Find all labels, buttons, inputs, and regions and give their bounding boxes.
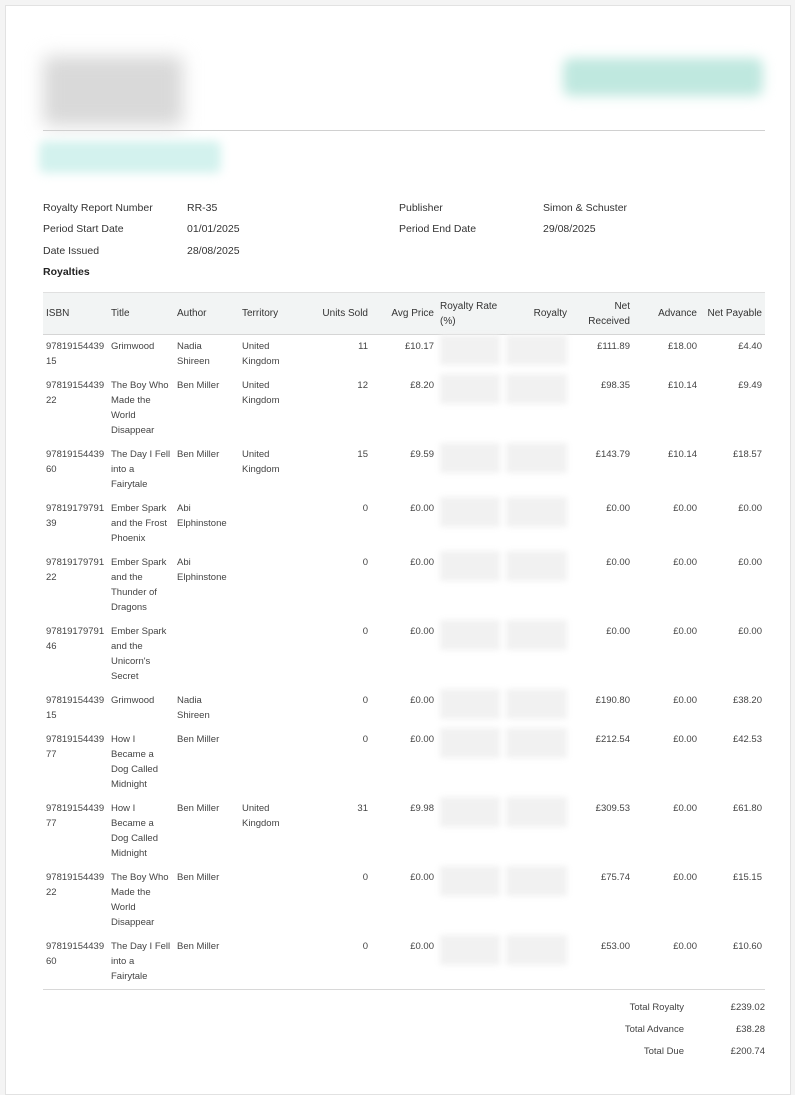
author-cell: Ben Miller xyxy=(177,449,220,460)
royalty-rate-cell-redacted xyxy=(437,620,503,689)
isbn-cell: 9781915443915 xyxy=(46,341,105,367)
royalty-rate-cell-redacted xyxy=(437,935,503,990)
author-cell: Ben Miller xyxy=(177,803,220,814)
avg-price-cell: £0.00 xyxy=(371,935,437,990)
net-payable-cell: £38.20 xyxy=(732,695,762,706)
col-net-payable: Net Payable xyxy=(700,293,765,335)
advance-cell: £0.00 xyxy=(673,626,697,637)
advance-cell: £0.00 xyxy=(673,557,697,568)
author-cell: Ben Miller xyxy=(177,872,220,883)
royalty-rate-cell-redacted xyxy=(437,797,503,866)
net-payable-cell: £10.60 xyxy=(700,935,765,990)
royalty-cell-redacted xyxy=(503,620,570,689)
publisher-label: Publisher xyxy=(399,202,443,214)
advance-cell: £10.14 xyxy=(667,449,697,460)
net-payable-cell: £9.49 xyxy=(738,380,762,391)
royalty-cell-redacted xyxy=(503,551,570,620)
advance-cell: £0.00 xyxy=(673,734,697,745)
territory-cell: United Kingdom xyxy=(242,803,280,829)
units-cell: 11 xyxy=(358,341,368,352)
col-royalty: Royalty xyxy=(503,293,570,335)
table-header-row xyxy=(43,293,765,335)
territory-cell xyxy=(239,866,305,935)
territory-cell xyxy=(239,728,305,797)
net-received-cell: £212.54 xyxy=(595,734,630,745)
table-row xyxy=(43,551,765,620)
isbn-cell: 9781915443922 xyxy=(46,872,105,898)
total-royalty-label: Total Royalty xyxy=(629,1001,684,1013)
author-cell: Nadia Shireen xyxy=(177,341,210,367)
territory-cell xyxy=(239,689,305,728)
avg-price-cell: £0.00 xyxy=(410,734,434,745)
units-cell: 0 xyxy=(362,557,368,568)
col-title: Title xyxy=(108,293,174,335)
royalty-cell-redacted xyxy=(503,374,570,443)
units-cell: 0 xyxy=(362,503,368,514)
isbn-cell: 9781917979139 xyxy=(46,503,105,529)
avg-price-cell: £9.59 xyxy=(410,449,434,460)
title-cell: The Day I Fell into a Fairytale xyxy=(111,449,171,490)
avg-price-cell: £0.00 xyxy=(410,626,434,637)
royalty-report-page xyxy=(5,5,791,1095)
author-cell xyxy=(174,620,239,689)
title-cell: Grimwood xyxy=(111,341,155,352)
net-received-cell: £143.79 xyxy=(595,449,630,460)
territory-cell xyxy=(239,620,305,689)
advance-cell: £0.00 xyxy=(673,803,697,814)
table-row xyxy=(43,866,765,935)
avg-price-cell: £0.00 xyxy=(410,557,434,568)
redaction-blur xyxy=(506,620,567,650)
table-row xyxy=(43,374,765,443)
redaction-blur xyxy=(506,443,567,473)
net-received-cell: £309.53 xyxy=(595,803,630,814)
royalty-rate-cell-redacted xyxy=(437,443,503,497)
avg-price-cell: £8.20 xyxy=(410,380,434,391)
totals-block xyxy=(566,996,765,1062)
avg-price-cell: £0.00 xyxy=(410,503,434,514)
author-cell: Ben Miller xyxy=(177,380,220,391)
net-payable-cell: £4.40 xyxy=(738,341,762,352)
redaction-blur xyxy=(440,797,500,827)
table-row xyxy=(43,335,765,375)
royalty-cell-redacted xyxy=(503,728,570,797)
royalty-cell-redacted xyxy=(503,866,570,935)
col-avg-price: Avg Price xyxy=(371,293,437,335)
net-received-cell: £0.00 xyxy=(606,503,630,514)
period-end-value: 29/08/2025 xyxy=(543,223,596,235)
isbn-cell: 9781915443977 xyxy=(46,803,105,829)
redaction-blur xyxy=(506,797,567,827)
table-row xyxy=(43,797,765,866)
royalty-cell-redacted xyxy=(503,497,570,551)
royalty-rate-cell-redacted xyxy=(437,689,503,728)
net-payable-cell: £0.00 xyxy=(738,503,762,514)
units-cell: 15 xyxy=(357,449,368,460)
redaction-blur xyxy=(506,866,567,896)
territory-cell: United Kingdom xyxy=(242,380,280,406)
table-row xyxy=(43,689,765,728)
redaction-blur xyxy=(506,497,567,527)
isbn-cell: 9781917979146 xyxy=(46,626,105,652)
avg-price-cell: £9.98 xyxy=(410,803,434,814)
royalty-cell-redacted xyxy=(503,689,570,728)
redaction-blur xyxy=(506,689,567,719)
title-cell: Ember Spark and the Unicorn's Secret xyxy=(111,626,167,682)
col-advance: Advance xyxy=(633,293,700,335)
net-received-cell: £190.80 xyxy=(595,695,630,706)
title-cell: Ember Spark and the Frost Phoenix xyxy=(111,503,167,544)
redaction-blur xyxy=(440,335,500,365)
royalties-table xyxy=(43,292,765,990)
redaction-blur xyxy=(440,866,500,896)
royalty-cell-redacted xyxy=(503,797,570,866)
col-territory: Territory xyxy=(239,293,305,335)
avg-price-cell: £0.00 xyxy=(410,872,434,883)
net-received-cell: £0.00 xyxy=(606,557,630,568)
units-cell: 0 xyxy=(305,935,371,990)
net-received-cell: £0.00 xyxy=(606,626,630,637)
title-cell: The Boy Who Made the World Disappear xyxy=(111,872,169,928)
total-advance-value: £38.28 xyxy=(735,1023,765,1035)
redaction-blur xyxy=(506,374,567,404)
period-end-label: Period End Date xyxy=(399,223,477,235)
net-payable-cell: £0.00 xyxy=(738,626,762,637)
units-cell: 0 xyxy=(362,626,368,637)
author-cell: Abi Elphinstone xyxy=(177,557,227,583)
redaction-blur xyxy=(506,551,567,581)
table-section xyxy=(43,6,765,1062)
col-units-sold: Units Sold xyxy=(305,293,371,335)
total-royalty-value: £239.02 xyxy=(730,1001,765,1013)
net-payable-cell: £61.80 xyxy=(732,803,762,814)
col-net-received: Net Received xyxy=(570,293,633,335)
royalty-rate-cell-redacted xyxy=(437,551,503,620)
royalty-cell-redacted xyxy=(503,935,570,990)
col-isbn: ISBN xyxy=(43,293,108,335)
report-number-label: Royalty Report Number xyxy=(43,202,153,214)
section-title: Royalties xyxy=(43,266,90,278)
redaction-blur xyxy=(440,620,500,650)
avg-price-cell: £0.00 xyxy=(410,695,434,706)
isbn-cell: 9781917979122 xyxy=(46,557,105,583)
total-advance-label: Total Advance xyxy=(624,1023,684,1035)
units-cell: 0 xyxy=(362,872,368,883)
advance-cell: £0.00 xyxy=(673,503,697,514)
territory-cell xyxy=(239,497,305,551)
table-row xyxy=(43,728,765,797)
net-received-cell: £75.74 xyxy=(600,872,630,883)
isbn-cell: 9781915443960 xyxy=(43,935,108,990)
redaction-blur xyxy=(440,443,500,473)
net-received-cell: £53.00 xyxy=(570,935,633,990)
units-cell: 12 xyxy=(357,380,368,391)
isbn-cell: 9781915443922 xyxy=(46,380,105,406)
net-payable-cell: £15.15 xyxy=(732,872,762,883)
redaction-blur xyxy=(506,728,567,758)
author-cell: Ben Miller xyxy=(174,935,239,990)
total-due-label: Total Due xyxy=(643,1045,684,1057)
table-row xyxy=(43,497,765,551)
net-payable-cell: £42.53 xyxy=(732,734,762,745)
author-cell: Nadia Shireen xyxy=(177,695,210,721)
title-cell: The Boy Who Made the World Disappear xyxy=(111,380,169,436)
redaction-blur xyxy=(440,497,500,527)
royalty-rate-cell-redacted xyxy=(437,728,503,797)
redaction-blur xyxy=(506,935,567,965)
author-cell: Ben Miller xyxy=(177,734,220,745)
table-row xyxy=(43,935,765,990)
date-issued-value: 28/08/2025 xyxy=(187,245,240,257)
total-due-value: £200.74 xyxy=(730,1045,765,1057)
avg-price-cell: £10.17 xyxy=(404,341,434,352)
territory-cell: United Kingdom xyxy=(242,341,280,367)
units-cell: 31 xyxy=(357,803,368,814)
isbn-cell: 9781915443960 xyxy=(46,449,105,475)
title-cell: Ember Spark and the Thunder of Dragons xyxy=(111,557,167,613)
advance-cell: £0.00 xyxy=(633,935,700,990)
publisher-value: Simon & Schuster xyxy=(543,202,628,214)
redaction-blur xyxy=(440,689,500,719)
advance-cell: £0.00 xyxy=(673,872,697,883)
redaction-blur xyxy=(440,728,500,758)
table-row xyxy=(43,443,765,497)
col-author: Author xyxy=(174,293,239,335)
net-received-cell: £111.89 xyxy=(597,341,630,352)
isbn-cell: 9781915443977 xyxy=(46,734,105,760)
author-cell: Abi Elphinstone xyxy=(177,503,227,529)
advance-cell: £18.00 xyxy=(667,341,697,352)
territory-cell xyxy=(239,551,305,620)
table-row xyxy=(43,620,765,689)
royalty-cell-redacted xyxy=(503,335,570,375)
report-number-value: RR-35 xyxy=(187,202,218,214)
net-received-cell: £98.35 xyxy=(600,380,630,391)
units-cell: 0 xyxy=(362,734,368,745)
title-cell: How I Became a Dog Called Midnight xyxy=(111,803,158,859)
title-cell: The Day I Fell into a Fairytale xyxy=(108,935,174,990)
royalty-cell-redacted xyxy=(503,443,570,497)
territory-cell: United Kingdom xyxy=(242,449,280,475)
redaction-blur xyxy=(440,551,500,581)
title-cell: Grimwood xyxy=(111,695,155,706)
date-issued-label: Date Issued xyxy=(43,245,100,257)
col-royalty-rate: Royalty Rate (%) xyxy=(437,293,503,335)
royalty-rate-cell-redacted xyxy=(437,335,503,375)
isbn-cell: 9781915443915 xyxy=(46,695,105,721)
units-cell: 0 xyxy=(362,695,368,706)
redaction-blur xyxy=(506,335,567,365)
redaction-blur xyxy=(440,374,500,404)
redaction-blur xyxy=(440,935,500,965)
period-start-label: Period Start Date xyxy=(43,223,124,235)
net-payable-cell: £18.57 xyxy=(732,449,762,460)
period-start-value: 01/01/2025 xyxy=(187,223,240,235)
royalty-rate-cell-redacted xyxy=(437,866,503,935)
title-cell: How I Became a Dog Called Midnight xyxy=(111,734,158,790)
territory-cell xyxy=(239,935,305,990)
royalty-rate-cell-redacted xyxy=(437,497,503,551)
advance-cell: £10.14 xyxy=(667,380,697,391)
advance-cell: £0.00 xyxy=(673,695,697,706)
net-payable-cell: £0.00 xyxy=(738,557,762,568)
royalty-rate-cell-redacted xyxy=(437,374,503,443)
